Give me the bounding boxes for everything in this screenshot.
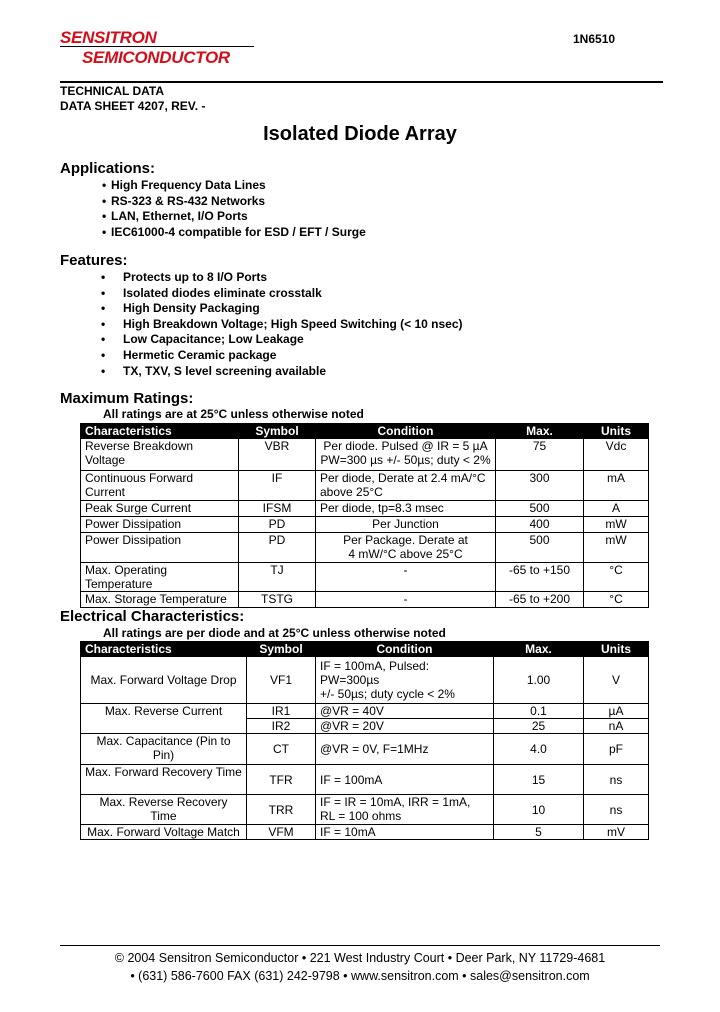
page-title: Isolated Diode Array (263, 123, 457, 145)
brand-line-2: SEMICONDUCTOR (82, 48, 230, 67)
list-item: • IEC61000-4 compatible for ESD / EFT / Surge (102, 224, 366, 239)
part-number: 1N6510 (573, 32, 616, 46)
max-ratings-heading: Maximum Ratings: (60, 390, 194, 407)
table-row: Power Dissipation PD Per Junction 400 mW (81, 517, 649, 533)
tech-line-1: TECHNICAL DATA (60, 84, 164, 98)
column-header: Characteristics (81, 642, 247, 657)
electrical-heading: Electrical Characteristics: (60, 608, 245, 625)
table-row: Max. Forward Voltage Match VFM IF = 10mA 5 mV (81, 825, 649, 840)
max-ratings-note: All ratings are at 25°C unless otherwise noted (103, 407, 364, 421)
list-item: • High Density Packaging (101, 301, 260, 316)
table-row: Power Dissipation PD Per Package. Derate at 4 mW/°C above 25°C 500 mW (81, 533, 649, 563)
footer-address: © 2004 Sensitron Semiconductor • 221 West Industry Court • Deer Park, NY 11729-4681 (114, 951, 606, 965)
column-header: Symbol (239, 424, 316, 439)
list-item: • Protects up to 8 I/O Ports (101, 270, 268, 284)
applications-list (102, 178, 366, 240)
footer-divider (60, 945, 660, 946)
electrical-note: All ratings are per diode and at 25°C unless otherwise noted (103, 626, 446, 640)
table-header-row (81, 642, 649, 657)
header-divider (60, 81, 663, 83)
column-header: Characteristics (81, 424, 239, 439)
list-item: • Isolated diodes eliminate crosstalk (101, 285, 322, 300)
max-ratings-table (80, 423, 649, 608)
column-header: Units (584, 642, 649, 657)
list-item: • Hermetic Ceramic package (101, 347, 277, 362)
list-item: • LAN, Ethernet, I/O Ports (102, 209, 248, 224)
features-heading: Features: (60, 252, 128, 269)
table-row: Max. Reverse Recovery Time TRR IF = IR = 10mA, IRR = 1mA, RL = 100 ohms 10 ns (81, 795, 649, 825)
table-row: Reverse Breakdown Voltage VBR Per diode. Pulsed @ IR = 5 µA PW=300 µs +/- 50µs; duty < 2% 75 Vdc (81, 439, 649, 471)
column-header: Max. (494, 642, 584, 657)
tech-line-2: DATA SHEET 4207, REV. - (60, 99, 206, 113)
brand-line-1: SENSITRON (60, 28, 157, 47)
footer-contact: • (631) 586-7600 FAX (631) 242-9798 • www.sensitron.com • sales@sensitron.com (130, 969, 590, 983)
brand-underline (60, 46, 254, 47)
electrical-table (80, 641, 649, 840)
company-logo (60, 28, 230, 68)
column-header: Condition (316, 424, 496, 439)
table-row: Max. Forward Voltage Drop VF1 IF = 100mA, Pulsed: PW=300µs +/- 50µs; duty cycle < 2% 1.00 V (81, 657, 649, 704)
table-row: Max. Capacitance (Pin to Pin) CT @VR = 0V, F=1MHz 4.0 pF (81, 734, 649, 765)
list-item: • Low Capacitance; Low Leakage (101, 332, 304, 347)
list-item: • High Frequency Data Lines (102, 178, 266, 192)
table-header-row (81, 424, 649, 439)
features-list (101, 270, 463, 379)
list-item: • TX, TXV, S level screening available (101, 363, 326, 378)
list-item: • High Breakdown Voltage; High Speed Switching (< 10 nsec) (101, 316, 463, 331)
list-item: • RS-323 & RS-432 Networks (102, 193, 266, 208)
table-row: Max. Reverse Current IR1 @VR = 40V 0.1 µA (81, 704, 649, 719)
column-header: Max. (496, 424, 584, 439)
column-header: Symbol (247, 642, 316, 657)
column-header: Units (584, 424, 649, 439)
applications-heading: Applications: (60, 160, 156, 177)
table-row: Continuous Forward Current IF Per diode, Derate at 2.4 mA/°C above 25°C 300 mA (81, 471, 649, 501)
table-row: Max. Storage Temperature TSTG - -65 to +200 °C (81, 592, 649, 608)
column-header: Condition (316, 642, 494, 657)
table-row: Max. Operating Temperature TJ - -65 to +150 °C (81, 563, 649, 592)
table-row: IR2 @VR = 20V 25 nA (81, 719, 649, 734)
technical-data-block (60, 84, 205, 114)
table-row: Max. Forward Recovery Time TFR IF = 100mA 15 ns (81, 765, 649, 795)
table-row: Peak Surge Current IFSM Per diode, tp=8.3 msec 500 A (81, 501, 649, 517)
